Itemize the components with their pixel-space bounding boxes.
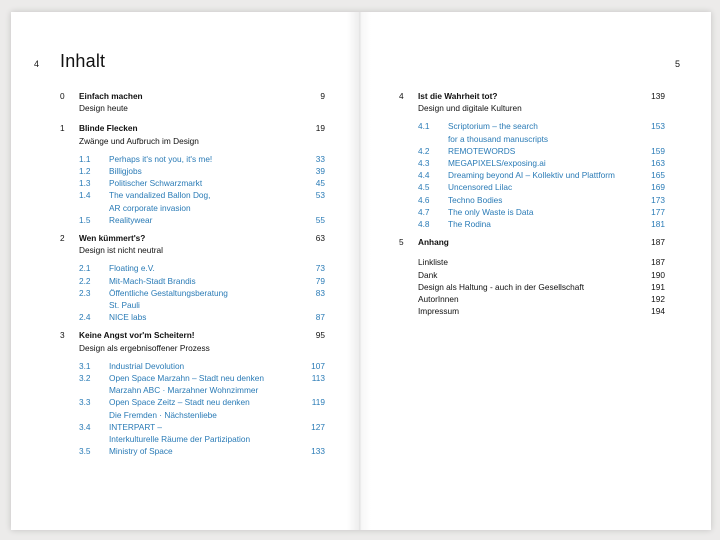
subsection-number: 3.3 (79, 397, 91, 408)
subsection-title-line: REMOTEWORDS (448, 145, 516, 156)
chapter-title: Ist die Wahrheit tot? (418, 91, 498, 101)
subsection-title-line: Dreaming beyond AI – Kollektiv und Plattform (448, 170, 615, 181)
page-number-left: 4 (34, 59, 40, 69)
open-book (11, 12, 711, 530)
subsection-page-number: 127 (311, 421, 325, 432)
subsection-page-number: 119 (311, 397, 325, 408)
subsection-title-line: Marzahn ABC · Marzahner Wohnzimmer (109, 385, 259, 396)
subsection-number: 4.6 (418, 194, 430, 205)
toc-subsection-item[interactable] (60, 262, 325, 274)
chapter-title: Wen kümmert's? (79, 233, 146, 244)
toc-chapter[interactable] (60, 329, 325, 353)
appendix-label: Design als Haltung - auch in der Gesellschaft (418, 281, 585, 292)
subsection-page-number: 181 (651, 219, 665, 230)
appendix-label: Impressum (418, 306, 460, 317)
appendix-label: Dank (418, 269, 438, 280)
subsection-page-number: 163 (651, 158, 665, 169)
subsection-number: 2.2 (79, 275, 91, 286)
subsection-title-line: Interkulturelle Räume der Partizipation (109, 434, 251, 445)
subsection-title-line: Politischer Schwarzmarkt (109, 178, 203, 189)
toc-chapter[interactable] (399, 236, 665, 248)
subsection-number: 4.3 (418, 158, 430, 169)
subsection-number: 4.1 (418, 121, 430, 132)
toc-right-column (399, 90, 665, 317)
toc-subsection-item[interactable] (399, 120, 665, 144)
subsection-page-number: 83 (315, 287, 325, 298)
chapter-title: Keine Angst vor'm Scheitern! (79, 330, 195, 341)
subsection-title-line: Die Fremden · Nächstenliebe (109, 409, 217, 420)
page-title: Inhalt (60, 51, 106, 71)
subsection-number: 4.2 (418, 145, 430, 156)
subsection-number: 4.5 (418, 182, 430, 193)
subsection-list (60, 360, 325, 458)
subsection-list (60, 153, 325, 226)
chapter-page-number: 95 (315, 330, 325, 341)
chapter-subtitle: Design als ergebnisoffener Prozess (79, 342, 210, 353)
subsection-number: 2.1 (79, 263, 91, 274)
subsection-title-line: for a thousand manuscripts (448, 133, 549, 144)
chapter-title: Einfach machen (79, 91, 143, 101)
chapter-title: Blinde Flecken (79, 123, 138, 134)
toc-subsection-item[interactable] (60, 189, 325, 213)
toc-subsection-item[interactable] (60, 287, 325, 311)
subsection-title-line: The only Waste is Data (448, 206, 534, 217)
chapter-page-number: 9 (320, 91, 325, 101)
subsection-title-line: Open Space Zeitz – Stadt neu denken (109, 397, 250, 408)
subsection-page-number: 173 (651, 194, 665, 205)
subsection-number: 4.4 (418, 170, 430, 181)
subsection-page-number: 107 (311, 360, 325, 371)
appendix-page-number: 194 (651, 306, 665, 317)
subsection-list (399, 120, 665, 230)
subsection-title-line: Realitywear (109, 214, 153, 225)
subsection-title-line: The vandalized Ballon Dog, (109, 190, 211, 201)
subsection-page-number: 73 (315, 263, 325, 274)
subsection-number: 3.4 (79, 421, 91, 432)
subsection-page-number: 159 (651, 145, 665, 156)
subsection-number: 1.5 (79, 214, 91, 225)
toc-subsection-item[interactable] (399, 157, 665, 169)
subsection-title-line: Billigjobs (109, 166, 142, 177)
subsection-number: 3.1 (79, 360, 91, 371)
chapter-title: Anhang (418, 237, 449, 248)
subsection-page-number: 33 (315, 153, 325, 164)
toc-chapter[interactable] (60, 232, 325, 256)
chapter-subtitle: Design ist nicht neutral (79, 245, 163, 256)
toc-chapter[interactable] (60, 122, 325, 146)
subsection-title-line: Open Space Marzahn – Stadt neu denken (109, 373, 264, 384)
subsection-title-line: Floating e.V. (109, 263, 155, 274)
toc-subsection-item[interactable] (60, 311, 325, 323)
chapter-page-number: 63 (315, 233, 325, 244)
subsection-page-number: 55 (315, 214, 325, 225)
subsection-number: 4.8 (418, 219, 430, 230)
toc-subsection-item[interactable] (399, 169, 665, 181)
toc-subsection-item[interactable] (60, 153, 325, 165)
toc-subsection-item[interactable] (60, 372, 325, 396)
subsection-page-number: 133 (311, 446, 325, 457)
subsection-page-number: 45 (315, 178, 325, 189)
toc-chapter[interactable] (399, 90, 665, 114)
subsection-title-line: Techno Bodies (448, 194, 503, 205)
appendix-item[interactable] (418, 293, 665, 305)
subsection-title-line: The Rodina (448, 219, 491, 230)
toc-left-column (60, 90, 325, 463)
subsection-page-number: 53 (315, 190, 325, 201)
toc-subsection-item[interactable] (399, 145, 665, 157)
subsection-title-line: Öffentliche Gestaltungsberatung (109, 287, 228, 298)
chapter-subtitle: Zwänge und Aufbruch im Design (79, 135, 199, 146)
appendix-page-number: 190 (651, 269, 665, 280)
subsection-page-number: 79 (315, 275, 325, 286)
chapter-number: 4 (399, 91, 404, 101)
subsection-number: 3.2 (79, 373, 91, 384)
subsection-title-line: St. Pauli (109, 300, 140, 311)
toc-subsection-item[interactable] (60, 177, 325, 189)
subsection-number: 1.3 (79, 178, 91, 189)
subsection-number: 1.4 (79, 190, 91, 201)
subsection-title-line: Uncensored Lilac (448, 182, 513, 193)
chapter-page-number: 139 (651, 91, 665, 101)
chapter-page-number: 187 (651, 237, 665, 248)
subsection-number: 2.3 (79, 287, 91, 298)
subsection-title-line: NICE labs (109, 312, 147, 323)
appendix-item[interactable] (418, 281, 665, 293)
toc-subsection-item[interactable] (60, 214, 325, 226)
subsection-title-line: Ministry of Space (109, 446, 173, 457)
chapter-number: 0 (60, 91, 65, 101)
subsection-title-line: INTERPART – (109, 421, 163, 432)
subsection-page-number: 113 (311, 373, 325, 384)
chapter-number: 1 (60, 123, 65, 134)
subsection-page-number: 169 (651, 182, 665, 193)
subsection-number: 1.2 (79, 166, 91, 177)
chapter-subtitle: Design und digitale Kulturen (418, 103, 522, 114)
toc-subsection-item[interactable] (399, 206, 665, 218)
toc-subsection-item[interactable] (60, 275, 325, 287)
toc-subsection-item[interactable] (60, 421, 325, 445)
subsection-title-line: Mit-Mach-Stadt Brandis (109, 275, 196, 286)
toc-subsection-item[interactable] (399, 194, 665, 206)
subsection-number: 3.5 (79, 446, 91, 457)
toc-subsection-item[interactable] (60, 360, 325, 372)
subsection-number: 2.4 (79, 312, 91, 323)
page-number-right: 5 (675, 59, 681, 69)
subsection-title-line: Perhaps it's not you, it's me! (109, 153, 213, 164)
subsection-page-number: 87 (315, 312, 325, 323)
subsection-page-number: 165 (651, 170, 665, 181)
chapter-page-number: 19 (315, 123, 325, 134)
subsection-title-line: MEGAPIXELS/exposing.ai (448, 158, 546, 169)
subsection-page-number: 177 (651, 206, 665, 217)
chapter-subtitle: Design heute (79, 103, 128, 114)
subsection-title-line: AR corporate invasion (109, 202, 191, 213)
appendix-page-number: 192 (651, 294, 665, 305)
subsection-title-line: Scriptorium – the search (448, 121, 538, 132)
toc-chapter[interactable] (60, 90, 325, 114)
chapter-number: 2 (60, 233, 65, 244)
subsection-page-number: 153 (651, 121, 665, 132)
subsection-title-line: Industrial Devolution (109, 360, 185, 371)
appendix-item[interactable] (418, 269, 665, 281)
toc-subsection-item[interactable] (60, 165, 325, 177)
appendix-page-number: 191 (651, 281, 665, 292)
toc-subsection-item[interactable] (399, 218, 665, 230)
appendix-item[interactable] (418, 305, 665, 317)
subsection-number: 1.1 (79, 153, 91, 164)
appendix-list (399, 256, 665, 317)
appendix-label: AutorInnen (418, 294, 459, 305)
chapter-number: 5 (399, 237, 404, 248)
chapter-number: 3 (60, 330, 65, 341)
toc-subsection-item[interactable] (399, 181, 665, 193)
appendix-label: Linkliste (418, 257, 448, 268)
subsection-page-number: 39 (315, 166, 325, 177)
toc-subsection-item[interactable] (60, 396, 325, 420)
toc-subsection-item[interactable] (60, 445, 325, 457)
appendix-item[interactable] (418, 256, 665, 268)
appendix-page-number: 187 (651, 257, 665, 268)
subsection-list (60, 262, 325, 323)
subsection-number: 4.7 (418, 206, 430, 217)
book-gutter (347, 12, 371, 530)
